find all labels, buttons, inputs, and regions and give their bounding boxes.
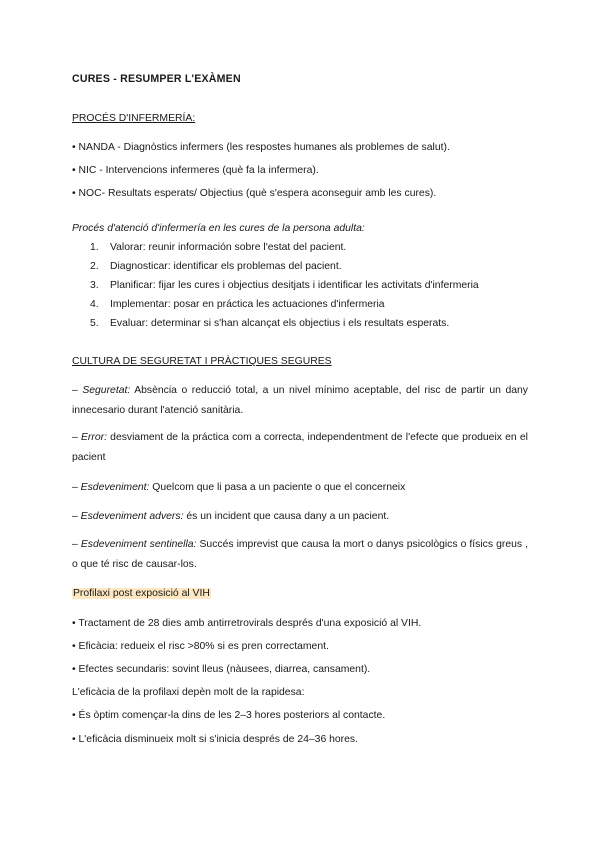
list-item: • NOC- Resultats esperats/ Objectius (què s'espera aconseguir amb les cures).	[72, 187, 528, 200]
list-item: • L'eficàcia disminueix molt si s'inicia després de 24–36 hores.	[72, 733, 528, 746]
definition-term: Esdeveniment advers:	[80, 511, 184, 522]
highlighted-heading: Profilaxi post exposició al VIH	[73, 588, 210, 599]
numbered-step	[90, 279, 479, 292]
definition-term: Esdeveniment sentinella:	[80, 539, 197, 550]
list-item: • NIC - Intervencions infermeres (què fa la infermera).	[72, 164, 528, 177]
step-text: Evaluar: determinar si s'han alcançat els objectius i els resultats esperats.	[110, 318, 450, 329]
list-item: • Efectes secundaris: sovint lleus (nàusees, diarrea, cansament).	[72, 663, 528, 676]
definition-paragraph	[72, 478, 528, 498]
definition-paragraph	[72, 428, 528, 468]
definition-text: desviament de la práctica com a correcta, independentment de l'efecte que produeix en el pacient	[72, 432, 528, 463]
step-number: 4.	[90, 299, 99, 310]
definition-term: Error:	[80, 432, 107, 443]
definition-paragraph	[72, 507, 528, 527]
definition-text: és un incident que causa dany a un pacient.	[183, 511, 390, 522]
dash: –	[72, 511, 81, 522]
step-text: Implementar: posar en práctica les actuaciones d'infermeria	[110, 299, 385, 310]
dash: –	[72, 539, 81, 550]
numbered-step	[90, 241, 346, 254]
section-heading-profilaxi	[72, 587, 528, 600]
definition-term: Esdeveniment:	[80, 482, 150, 493]
step-number: 2.	[90, 261, 99, 272]
profilaxi-note: L'eficàcia de la profilaxi depèn molt de la rapidesa:	[72, 687, 305, 698]
step-text: Valorar: reunir información sobre l'estat del pacient.	[110, 242, 347, 253]
subheading-proces-atencio: Procés d'atenció d'infermería en les cures de la persona adulta:	[72, 223, 365, 234]
definition-paragraph	[72, 535, 528, 575]
step-text: Diagnosticar: identificar els problemas del pacient.	[110, 261, 342, 272]
dash: –	[72, 482, 81, 493]
section-heading-cultura: CULTURA DE SEGURETAT I PRÀCTIQUES SEGURES	[72, 356, 332, 367]
numbered-step	[90, 317, 449, 330]
dash: –	[72, 385, 83, 396]
step-text: Planificar: fijar les cures i objectius desitjats i identificar les activitats d'infermeria	[110, 280, 479, 291]
definition-text: Succés imprevist que causa la mort o danys psicològics o físics greus , o que té risc de causar-los.	[72, 539, 528, 570]
step-number: 1.	[90, 242, 99, 253]
numbered-step	[90, 298, 385, 311]
list-item: • Tractament de 28 dies amb antirretrovirals després d'una exposició al VIH.	[72, 617, 528, 630]
list-item: • Eficàcia: redueix el risc >80% si es pren correctament.	[72, 640, 528, 653]
definition-term: Seguretat:	[82, 385, 131, 396]
document-title: CURES - RESUMPER L'EXÀMEN	[72, 73, 241, 85]
section-heading-proces: PROCÉS D'INFERMERÍA:	[72, 113, 196, 124]
step-number: 3.	[90, 280, 99, 291]
definition-paragraph	[72, 381, 528, 421]
step-number: 5.	[90, 318, 99, 329]
list-item: • És òptim començar-la dins de les 2–3 hores posteriors al contacte.	[72, 709, 528, 722]
numbered-step	[90, 260, 342, 273]
list-item: • NANDA - Diagnòstics infermers (les respostes humanes als problemes de salut).	[72, 141, 528, 154]
dash: –	[72, 432, 81, 443]
definition-text: Quelcom que li pasa a un paciente o que el concerneix	[149, 482, 406, 493]
definition-text: Absència o reducció total, a un nivel mínimo aceptable, del risc de partir un dany innecesario durant l'atenció sanitària.	[72, 385, 528, 416]
